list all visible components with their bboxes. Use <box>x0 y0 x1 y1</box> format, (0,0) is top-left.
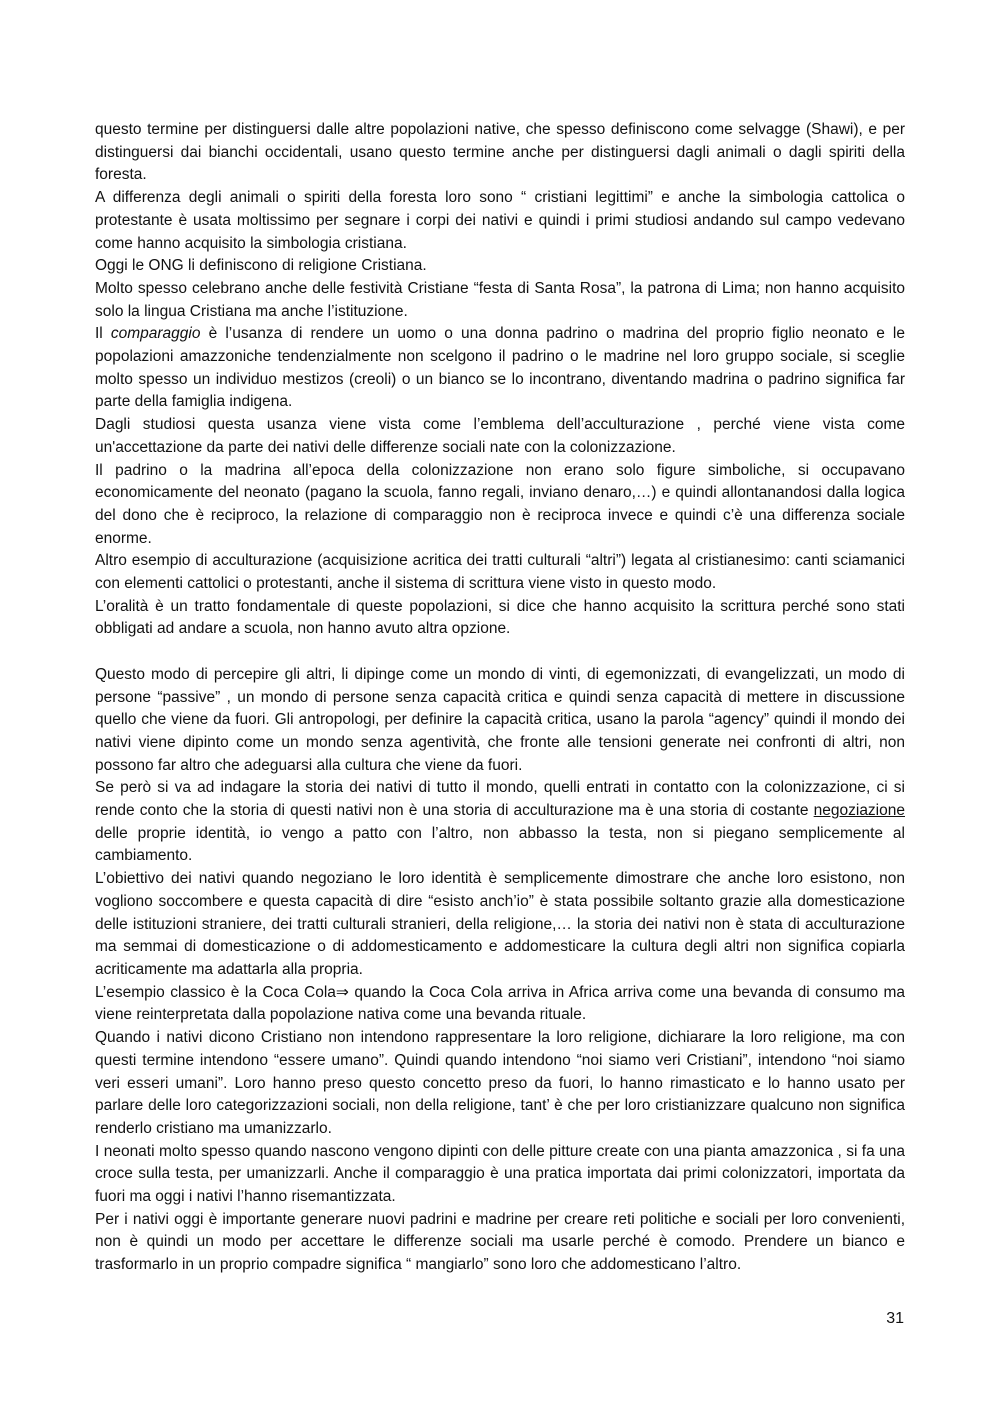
paragraph: Il padrino o la madrina all’epoca della colonizzazione non erano solo figure simboliche, si occupavano economicamente del neonato (pagano la scuola, fanno regali, inviano denaro,…) e quindi allontanandosi dalla logica del dono che è reciproco, la relazione di comparaggio non è reciproca invece e quindi c’è una differenza sociale enorme. <box>95 461 905 547</box>
paragraph: I neonati molto spesso quando nascono vengono dipinti con delle pitture create con una pianta amazzonica , si fa una croce sulla testa, per umanizzarli. Anche il comparaggio è una pratica importata dai primi colonizzatori, importata da fuori ma oggi i nativi l’hanno risemantizzata. <box>95 1142 905 1206</box>
text-segment: Il <box>95 325 111 343</box>
page-number: 31 <box>886 1310 904 1327</box>
paragraph: questo termine per distinguersi dalle altre popolazioni native, che spesso definiscono come selvagge (Shawi), e per distinguersi dai bianchi occidentali, usano questo termine anche per distinguersi dagli animali o dagli spiriti della foresta. <box>95 121 905 184</box>
paragraph: L’obiettivo dei nativi quando negoziano le loro identità è semplicemente dimostrare che anche loro esistono, non vogliono soccombere e questa capacità di dire “esisto anch’io” è stata possibile soltanto grazie alla domesticazione delle istituzioni straniere, dei tratti culturali stranieri, della religione,… la storia dei nativi non è stata di acculturazione ma semmai di domesticazione o di addomesticamento e addomesticare la cultura degli altri non significa copiarla acriticamente ma adattarla alla propria. <box>95 870 905 978</box>
paragraph: Oggi le ONG li definiscono di religione Cristiana. <box>95 257 427 275</box>
paragraph: Quando i nativi dicono Cristiano non intendono rappresentare la loro religione, dichiarare la loro religione, ma con questi termine intendono “essere umano”. Quindi quando intendono “noi siamo veri Cristiani”, intendono “noi siamo veri esseri umani”. Loro hanno preso questo concetto preso da fuori, lo hanno rimasticato e lo hanno usato per parlare delle loro categorizzazioni sociali, non della religione, tant’ è che per loro cristianizzare qualcuno non significa renderlo cristiano ma umanizzarlo. <box>95 1029 905 1137</box>
document-page <box>95 119 905 1277</box>
paragraph: Per i nativi oggi è importante generare nuovi padrini e madrine per creare reti politiche e sociali per loro convenienti, non è quindi un modo per accettare le differenze sociali ma usarle perché è comodo. Prendere un bianco e trasformarlo in un proprio compadre significa “ mangiarlo” sono loro che addomesticano l’altro. <box>95 1210 905 1274</box>
paragraph: Dagli studiosi questa usanza viene vista come l’emblema dell’acculturazione , perché viene vista come un'accettazione da parte dei nativi delle differenze sociali nate con la colonizzazione. <box>95 416 905 456</box>
paragraph: Altro esempio di acculturazione (acquisizione acritica dei tratti culturali “altri”) legata al cristianesimo: canti sciamanici con elementi cattolici o protestanti, anche il sistema di scrittura viene visto in questo modo. <box>95 552 905 593</box>
text-segment: è l’usanza di rendere un uomo o una donna padrino o madrina del proprio figlio neonato e le popolazioni amazzoniche tendenzialmente non scelgono il padrino o le madrine nel loro gruppo sociale, si sceglie molto spesso un individuo mestizos (creoli) o un bianco se lo incontrano, diventando madrina o padrino significa far parte della famiglia indigena. <box>95 325 905 411</box>
underlined-term: negoziazione <box>813 802 905 820</box>
paragraph: A differenza degli animali o spiriti della foresta loro sono “ cristiani legittimi” e anche la simbologia cattolica o protestante è usata moltissimo per segnare i corpi dei nativi e quindi i primi studiosi andando sul campo vedevano come hanno acquisito la simbologia cristiana. <box>95 189 905 252</box>
text-segment: Se però si va ad indagare la storia dei nativi di tutto il mondo, quelli entrati in contatto con la colonizzazione, ci si rende conto che la storia di questi nativi non è una storia di acculturazione ma è una storia di costante <box>95 779 905 820</box>
text-segment: delle proprie identità, io vengo a patto con l’altro, non abbasso la testa, non si piegano semplicemente al cambiamento. <box>95 824 905 865</box>
paragraph-negoziazione <box>95 777 905 868</box>
paragraph: L’oralità è un tratto fondamentale di queste popolazioni, si dice che hanno acquisito la scrittura perché sono stati obbligati ad andare a scuola, non hanno avuto altra opzione. <box>95 597 905 638</box>
paragraph: Molto spesso celebrano anche delle festività Cristiane “festa di Santa Rosa”, la patrona di Lima; non hanno acquisito solo la lingua Cristiana ma anche l’istituzione. <box>95 279 905 320</box>
paragraph-spacer <box>95 641 905 664</box>
italic-term: comparaggio <box>110 325 201 343</box>
paragraph: L’esempio classico è la Coca Cola⇒ quando la Coca Cola arriva in Africa arriva come una bevanda di consumo ma viene reinterpretata dalla popolazione nativa come una bevanda rituale. <box>95 983 905 1024</box>
paragraph: Questo modo di percepire gli altri, li dipinge come un mondo di vinti, di egemonizzati, di evangelizzati, un modo di persone “passive” , un mondo di persone senza capacità critica e quindi senza capacità di mettere in discussione quello che viene da fuori. Gli antropologi, per definire la capacità critica, usano la parola “agency” quindi il mondo dei nativi viene dipinto come un mondo senza agentività, che fronte alle tensioni generate nei confronti di altri, non possono far altro che adeguarsi alla cultura che viene da fuori. <box>95 665 905 774</box>
paragraph-comparaggio <box>95 323 905 414</box>
